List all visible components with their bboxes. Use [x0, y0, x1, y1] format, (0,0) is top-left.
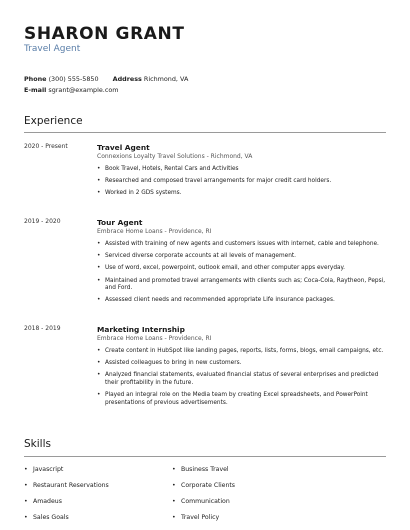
entry-role: Tour Agent	[97, 218, 143, 227]
skill-item: • Sales Goals	[24, 514, 69, 521]
bullet-item: • Assisted with training of new agents and customers issues with internet, cable and telephone.	[97, 241, 379, 247]
bullet-icon: •	[97, 360, 101, 367]
entry-dates: 2019 - 2020	[24, 218, 61, 225]
bullet-item: • Use of word, excel, powerpoint, outlook email, and other computer apps everyday.	[97, 265, 345, 272]
contact-info	[24, 74, 188, 96]
email-label: E-mail	[24, 86, 47, 94]
bullet-icon: •	[24, 482, 28, 489]
bullet-icon: •	[97, 253, 101, 260]
bullet-icon: •	[97, 392, 101, 399]
entry-body	[97, 143, 386, 203]
entry-dates: 2018 - 2019	[24, 325, 61, 332]
candidate-title: Travel Agent	[24, 44, 81, 54]
skill-item: • Business Travel	[172, 466, 229, 473]
bullet-icon: •	[97, 277, 101, 284]
address-label: Address	[112, 75, 142, 83]
entry-bullets	[97, 348, 386, 407]
experience-heading: Experience	[24, 115, 83, 127]
bullet-item: • Create content in HubSpot like landing pages, reports, lists, forms, blogs, email campaigns, etc.	[97, 348, 384, 354]
bullet-icon: •	[172, 466, 176, 473]
bullet-item: • Assessed client needs and recommended appropriate Life insurance packages.	[97, 297, 335, 304]
bullet-item: • Worked in 2 GDS systems.	[97, 190, 182, 197]
entry-role: Travel Agent	[97, 143, 150, 152]
entry-body	[97, 325, 386, 412]
bullet-icon: •	[97, 348, 101, 354]
skill-item: • Travel Policy	[172, 514, 220, 521]
bullet-item: • Assisted colleagues to bring in new customers.	[97, 360, 242, 367]
contact-line-2	[24, 85, 188, 96]
bullet-icon: •	[172, 514, 176, 521]
bullet-item: • Researched and composed travel arrangements for major credit card holders.	[97, 178, 332, 185]
bullet-icon: •	[24, 514, 28, 521]
skills-heading: Skills	[24, 438, 51, 450]
skill-item: • Corporate Clients	[172, 482, 236, 489]
contact-line-1	[24, 74, 188, 85]
bullet-icon: •	[24, 498, 28, 505]
skill-item: • Amadeus	[24, 498, 62, 505]
entry-company: Connexions Loyalty Travel Solutions - Richmond, VA	[97, 153, 253, 160]
skill-item: • Communication	[172, 498, 230, 505]
bullet-item: • Serviced diverse corporate accounts at all levels of management.	[97, 253, 296, 260]
skill-item: • Restaurant Reservations	[24, 482, 109, 489]
email-value: sgrant@example.com	[48, 86, 119, 94]
entry-bullets	[97, 166, 386, 198]
bullet-icon: •	[97, 372, 101, 379]
bullet-icon: •	[97, 178, 101, 185]
bullet-item: • Analyzed financial statements, evaluated financial status of several enterprises and predicted their profitability in the future.	[97, 372, 379, 386]
phone-label: Phone	[24, 75, 47, 83]
bullet-icon: •	[97, 265, 101, 272]
phone-value: (300) 555-5850	[48, 75, 99, 83]
address-value: Richmond, VA	[143, 75, 189, 83]
bullet-icon: •	[172, 482, 176, 489]
bullet-icon: •	[97, 190, 101, 197]
candidate-name: SHARON GRANT	[24, 24, 185, 44]
bullet-icon: •	[97, 166, 101, 172]
entry-company: Embrace Home Loans - Providence, RI	[97, 335, 212, 342]
entry-bullets	[97, 241, 386, 305]
skill-item: • Javascript	[24, 466, 64, 473]
bullet-icon: •	[172, 498, 176, 505]
entry-company: Embrace Home Loans - Providence, RI	[97, 228, 212, 235]
bullet-item: • Book Travel, Hotels, Rental Cars and Activities	[97, 166, 239, 172]
skills-divider	[24, 456, 386, 457]
bullet-item: • Maintained and promoted travel arrangements with clients such as; Coca-Cola, Raytheon, Pepsi, and Ford.	[97, 277, 386, 292]
experience-divider	[24, 132, 386, 133]
entry-body	[97, 218, 386, 310]
entry-dates: 2020 - Present	[24, 143, 68, 150]
bullet-icon: •	[97, 241, 101, 247]
entry-role: Marketing Internship	[97, 325, 185, 334]
bullet-icon: •	[24, 466, 28, 473]
bullet-icon: •	[97, 297, 101, 304]
bullet-item: • Played an integral role on the Media team by creating Excel spreadsheets, and PowerPoint presentations of previous advertisements.	[97, 392, 368, 406]
